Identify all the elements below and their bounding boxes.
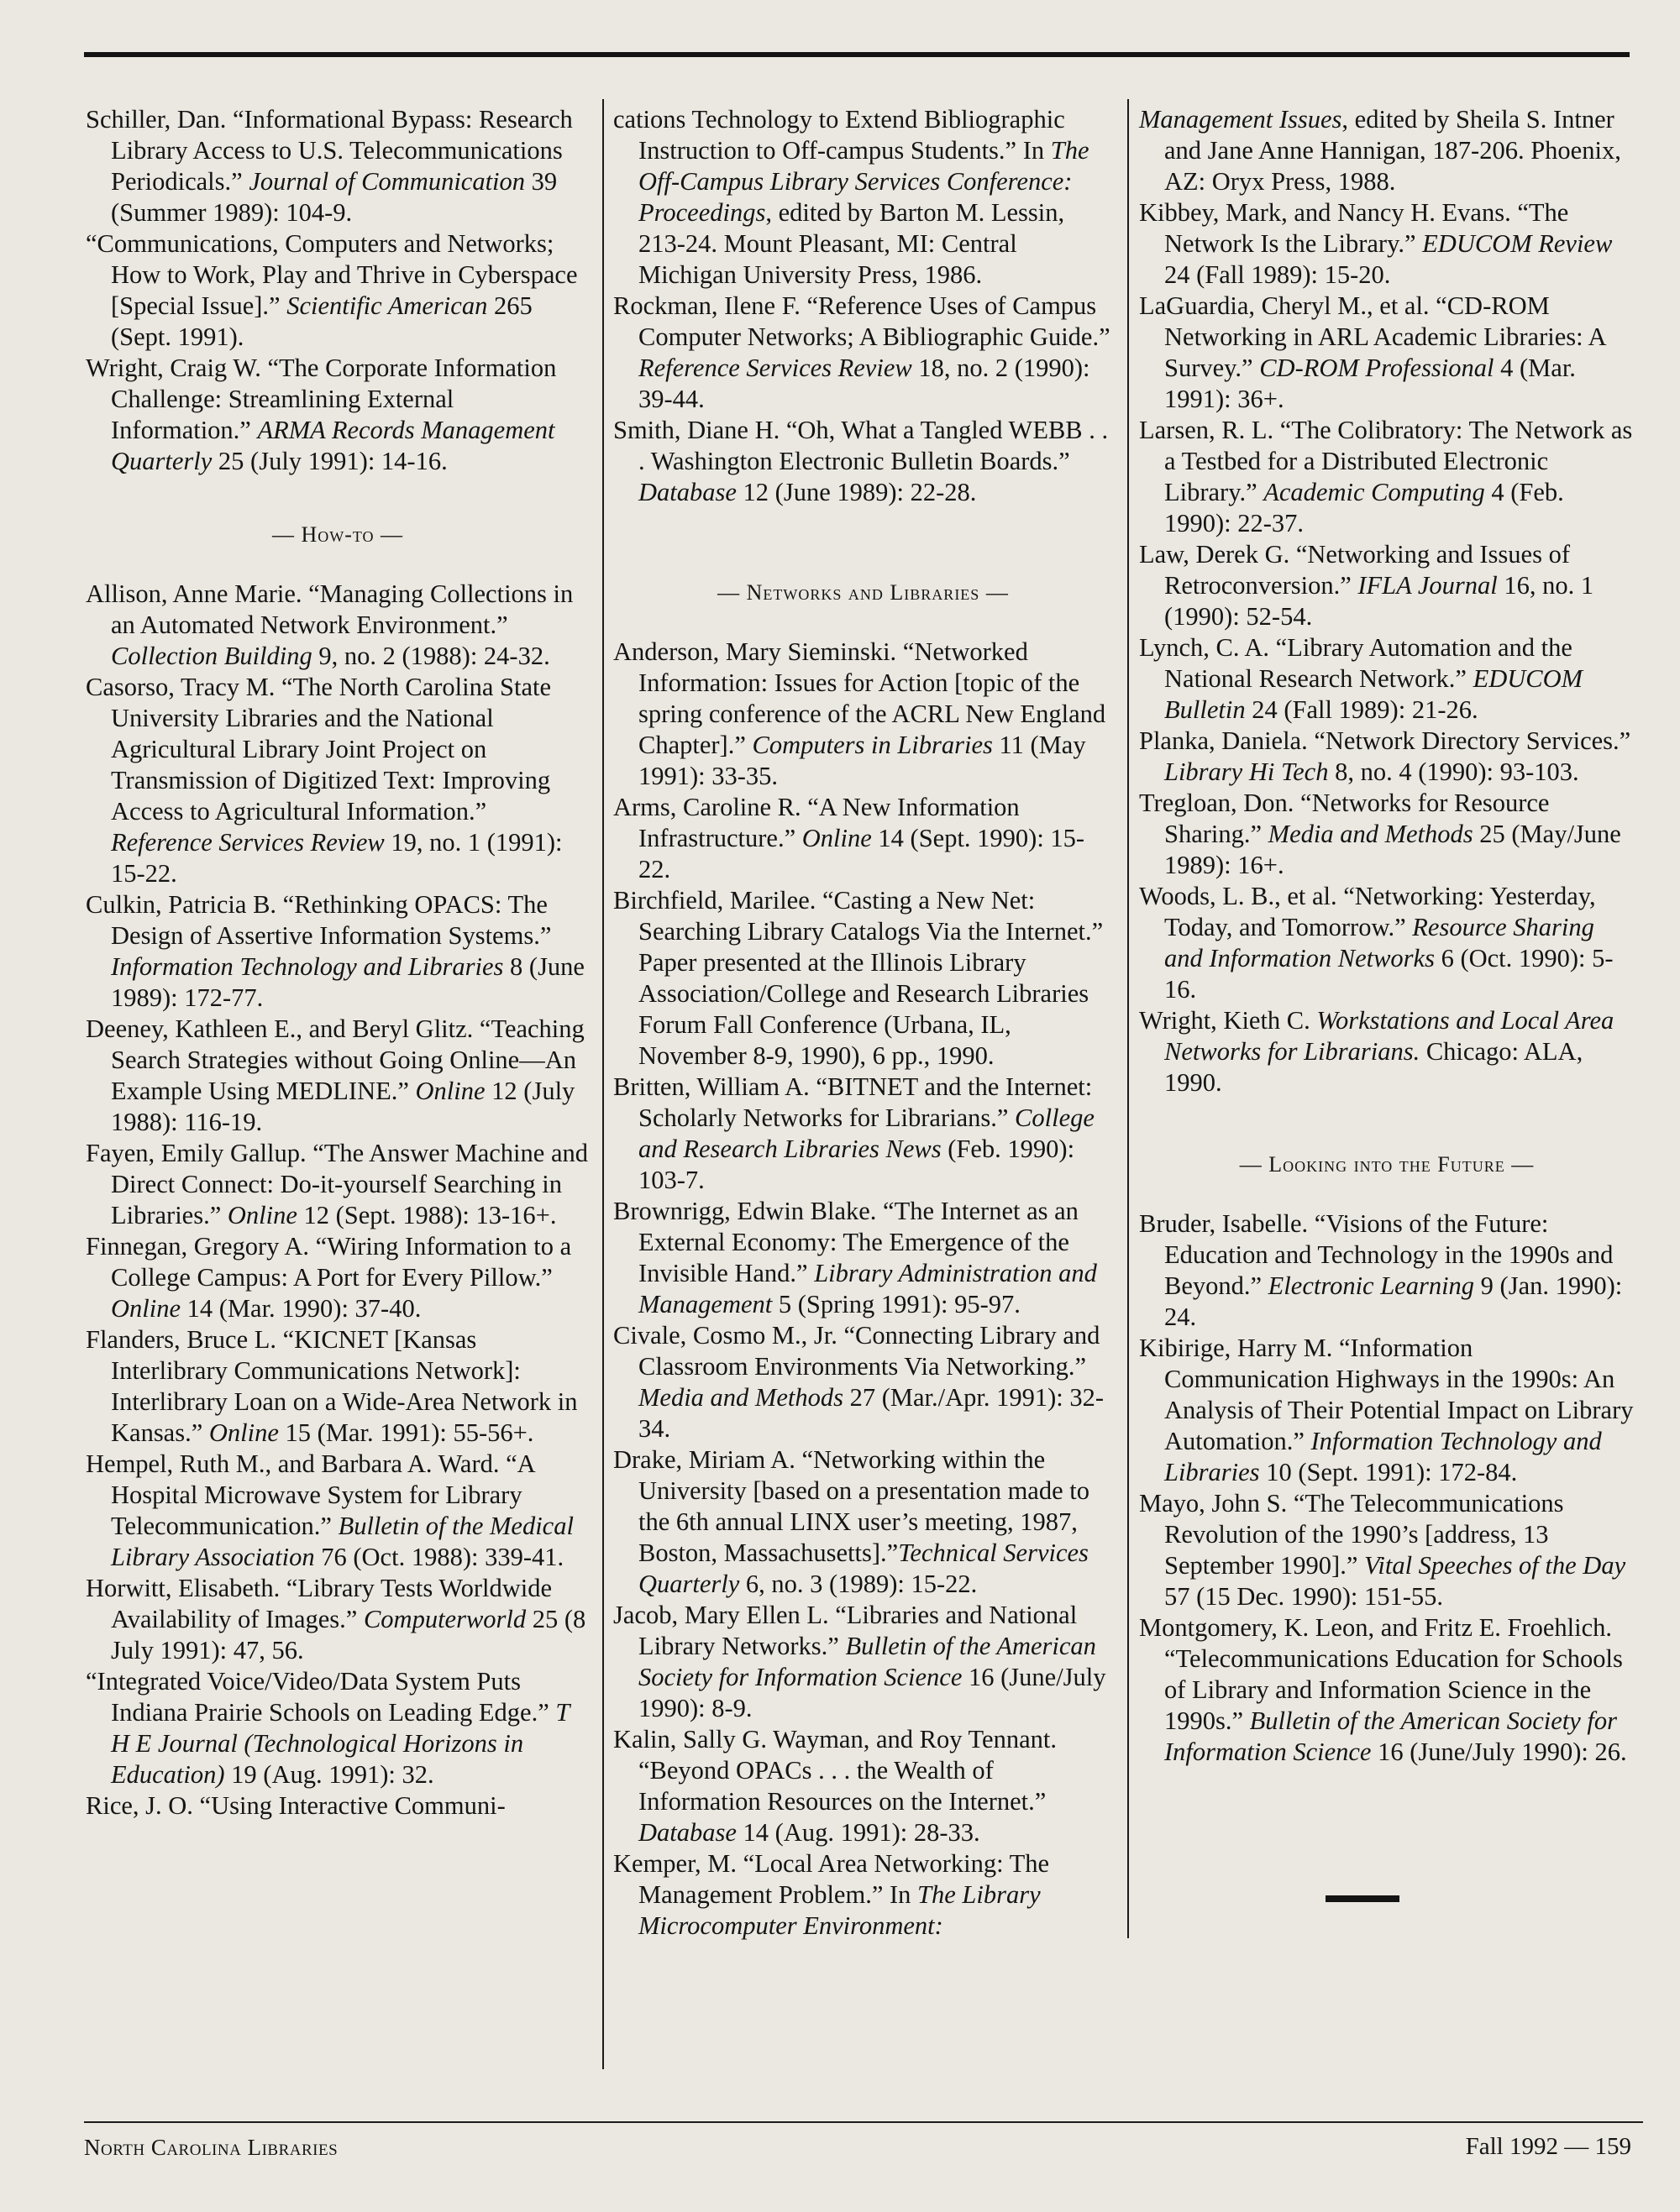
citation-text: 14 (Aug. 1991): 28-33. (736, 1818, 980, 1847)
citation-source-title: Database (638, 478, 737, 506)
citation-source-title: Computerworld (363, 1605, 527, 1633)
citation-text: 5 (Spring 1991): 95-97. (772, 1290, 1021, 1318)
bibliography-entry (613, 1600, 1113, 1724)
bibliography-entry (1139, 539, 1635, 632)
citation-source-title: Online (227, 1201, 297, 1229)
citation-text: Birchfield, Marilee. “Casting a New Net: Searching Library Catalogs Via the Internet.” Paper presented at the Illinois Library Association/College and Research Libraries Forum Fall Conference (Urbana, IL, November 8-9, 1990), 6 pp., 1990. (613, 886, 1104, 1070)
citation-text: (Feb. 1990): 103-7. (638, 1135, 1075, 1194)
column-divider (602, 99, 604, 2069)
citation-text: 19 (Aug. 1991): 32. (224, 1760, 434, 1789)
citation-text: Finnegan, Gregory A. “Wiring Information to a College Campus: A Port for Every Pillow.” (86, 1232, 572, 1292)
citation-text: 39 (Summer 1989): 104-9. (111, 167, 558, 227)
bibliography-entry (1139, 1005, 1635, 1098)
bibliography-entry (86, 353, 590, 477)
bibliography-entry (86, 1324, 590, 1449)
citation-text: 16 (June/July 1990): 26. (1371, 1738, 1627, 1766)
citation-text: Woods, L. B., et al. “Networking: Yesterday, Today, and Tomorrow.” (1139, 882, 1596, 941)
citation-source-title: ARMA Records Management Quarterly (111, 416, 555, 475)
citation-source-title: Technical Services Quarterly (638, 1538, 1089, 1598)
citation-text: Anderson, Mary Sieminski. “Networked Information: Issues for Action [topic of the spring conference of the ACRL New England Chapter].” (613, 637, 1106, 759)
bibliography-entry (613, 637, 1113, 792)
citation-source-title: Collection Building (111, 642, 312, 670)
citation-text: 10 (Sept. 1991): 172-84. (1259, 1458, 1518, 1486)
citation-text: “Communications, Computers and Networks; How to Work, Play and Thrive in Cyberspace [Special Issue].” (86, 229, 578, 320)
bibliography-entry (613, 792, 1113, 885)
citation-source-title: Electronic Learning (1268, 1271, 1475, 1300)
citation-source-title: Scientific American (286, 291, 488, 320)
bibliography-entry (86, 1014, 590, 1138)
citation-text: 8, no. 4 (1990): 93-103. (1328, 757, 1579, 786)
citation-text: Drake, Miriam A. “Networking within the University [based on a presentation made to the 6th annual LINX user’s meeting, 1987, Boston, Massachusetts].” (613, 1445, 1089, 1567)
citation-text: Flanders, Bruce L. “KICNET [Kansas Interlibrary Communications Network]: Interlibrary Loan on a Wide-Area Network in Kansas.” (86, 1325, 578, 1447)
citation-text: 14 (Sept. 1990): 15-22. (638, 824, 1085, 883)
bibliography-entry (1139, 197, 1635, 291)
bibliography-entry (1139, 1612, 1635, 1768)
citation-source-title: Bulletin of the American Society for Information Science (638, 1632, 1096, 1691)
citation-text: Fayen, Emily Gallup. “The Answer Machine and Direct Connect: Do-it-yourself Searching in Libraries.” (86, 1139, 588, 1229)
citation-text: Allison, Anne Marie. “Managing Collections in an Automated Network Environment.” (86, 579, 574, 639)
citation-text: Horwitt, Elisabeth. “Library Tests Worldwide Availability of Images.” (86, 1574, 553, 1633)
section-heading-networks-and-libraries: — Networks and Libraries — (717, 580, 1009, 605)
citation-text: 25 (May/June 1989): 16+. (1164, 820, 1621, 879)
bibliography-entry (613, 885, 1113, 1072)
bibliography-entry (1139, 726, 1635, 788)
bibliography-entry (613, 1072, 1113, 1196)
end-of-article-mark (1326, 1895, 1399, 1902)
citation-source-title: IFLA Journal (1357, 571, 1498, 600)
column-1 (86, 104, 590, 1821)
citation-text: Deeney, Kathleen E., and Beryl Glitz. “Teaching Search Strategies without Going Online—An Example Using MEDLINE.” (86, 1014, 585, 1105)
bibliography-list (613, 104, 1113, 508)
citation-source-title: The Library Microcomputer Environment: (638, 1880, 1041, 1940)
citation-text: Mayo, John S. “The Telecommunications Revolution of the 1990’s [address, 13 September 1990].” (1139, 1489, 1564, 1580)
citation-text: cations Technology to Extend Bibliographic Instruction to Off-campus Students.” In (613, 105, 1065, 165)
citation-source-title: Media and Methods (638, 1383, 843, 1412)
bibliography-entry (613, 1848, 1113, 1942)
bibliography-entry (86, 889, 590, 1014)
citation-text: 14 (Mar. 1990): 37-40. (181, 1294, 422, 1323)
citation-text: 4 (Mar. 1991): 36+. (1164, 354, 1576, 413)
citation-source-title: Media and Methods (1268, 820, 1473, 848)
citation-text: Culkin, Patricia B. “Rethinking OPACS: The Design of Assertive Information Systems.” (86, 890, 552, 950)
citation-text: 27 (Mar./Apr. 1991): 32-34. (638, 1383, 1105, 1443)
column-divider (1127, 99, 1129, 1938)
citation-source-title: T H E Journal (Technological Horizons in Education) (111, 1698, 570, 1789)
citation-source-title: Bulletin of the American Society for Information Science (1164, 1706, 1618, 1766)
bibliography-list (1139, 104, 1635, 1098)
citation-text: 6 (Oct. 1990): 5-16. (1164, 944, 1614, 1004)
citation-text: Bruder, Isabelle. “Visions of the Future: Education and Technology in the 1990s and Beyond.” (1139, 1209, 1614, 1300)
bibliography-entry (613, 415, 1113, 508)
citation-text: 24 (Fall 1989): 15-20. (1164, 260, 1391, 289)
bibliography-entry (1139, 1333, 1635, 1488)
citation-text: LaGuardia, Cheryl M., et al. “CD-ROM Networking in ARL Academic Libraries: A Survey.” (1139, 291, 1605, 382)
bottom-rule (84, 2121, 1643, 2123)
citation-text: Civale, Cosmo M., Jr. “Connecting Library and Classroom Environments Via Networking.” (613, 1321, 1100, 1381)
citation-text: Tregloan, Don. “Networks for Resource Sharing.” (1139, 789, 1550, 848)
citation-text: Planka, Daniela. “Network Directory Services.” (1139, 726, 1631, 755)
bibliography-list (1139, 1208, 1635, 1768)
column-3 (1139, 104, 1635, 1902)
citation-text: 19, no. 1 (1991): 15-22. (111, 828, 563, 888)
bibliography-entry (86, 1790, 590, 1821)
citation-source-title: Library Hi Tech (1164, 757, 1329, 786)
bibliography-entry (86, 1666, 590, 1790)
citation-source-title: CD-ROM Professional (1259, 354, 1494, 382)
bibliography-entry (613, 104, 1113, 291)
bibliography-entry (86, 1573, 590, 1666)
citation-source-title: Online (415, 1077, 486, 1105)
citation-text: Montgomery, K. Leon, and Fritz E. Froehlich. “Telecommunications Education for Schools of Library and Information Science in the 1990s.” (1139, 1613, 1623, 1735)
citation-source-title: Journal of Communication (249, 167, 526, 196)
citation-text: Larsen, R. L. “The Colibratory: The Network as a Testbed for a Distributed Electronic Library.” (1139, 416, 1633, 506)
citation-text: 9 (Jan. 1990): 24. (1164, 1271, 1623, 1331)
citation-source-title: Workstations and Local Area Networks for Librarians. (1164, 1006, 1614, 1066)
footer-publication-name: North Carolina Libraries (84, 2135, 339, 2160)
citation-text: 12 (June 1989): 22-28. (736, 478, 977, 506)
citation-text: Kibbey, Mark, and Nancy H. Evans. “The Network Is the Library.” (1139, 198, 1569, 258)
citation-source-title: Management Issues (1139, 105, 1342, 134)
bibliography-entry (613, 1724, 1113, 1848)
citation-text: 18, no. 2 (1990): 39-44. (638, 354, 1090, 413)
bibliography-entry (1139, 881, 1635, 1005)
section-heading-how-to: — How-to — (271, 522, 404, 547)
citation-source-title: Online (208, 1418, 279, 1447)
bibliography-entry (1139, 632, 1635, 726)
bibliography-list (86, 104, 590, 477)
citation-source-title: Computers in Libraries (752, 731, 993, 759)
citation-text: Smith, Diane H. “Oh, What a Tangled WEBB . . . Washington Electronic Bulletin Boards.” (613, 416, 1109, 475)
citation-source-title: EDUCOM Review (1422, 229, 1613, 258)
citation-text: 265 (Sept. 1991). (111, 291, 533, 351)
bibliography-entry (86, 579, 590, 672)
citation-source-title: Information Technology and Libraries (1164, 1427, 1602, 1486)
citation-text: Arms, Caroline R. “A New Information Infrastructure.” (613, 793, 1020, 852)
bibliography-entry (1139, 104, 1635, 197)
bibliography-entry (86, 1231, 590, 1324)
bibliography-entry (1139, 415, 1635, 539)
citation-text: Britten, William A. “BITNET and the Internet: Scholarly Networks for Librarians.” (613, 1072, 1093, 1132)
bibliography-entry (86, 104, 590, 228)
citation-text: Kemper, M. “Local Area Networking: The Management Problem.” In (613, 1849, 1050, 1909)
citation-text: , edited by Barton M. Lessin, 213-24. Mount Pleasant, MI: Central Michigan University Press, 1986. (638, 198, 1065, 289)
bibliography-entry (613, 291, 1113, 415)
citation-text: “Integrated Voice/Video/Data System Puts Indiana Prairie Schools on Leading Edge.” (86, 1667, 556, 1727)
citation-text: Schiller, Dan. “Informational Bypass: Research Library Access to U.S. Telecommunications Periodicals.” (86, 105, 573, 196)
citation-text: Casorso, Tracy M. “The North Carolina State University Libraries and the National Agricultural Library Joint Project on Transmission of Digitized Text: Improving Access to Agricultural Information.” (86, 673, 552, 826)
citation-source-title: Bulletin of the Medical Library Association (111, 1512, 574, 1571)
bibliography-list (86, 579, 590, 1821)
citation-text: Law, Derek G. “Networking and Issues of Retroconversion.” (1139, 540, 1570, 600)
citation-text: 16 (June/July 1990): 8-9. (638, 1663, 1106, 1722)
citation-source-title: Vital Speeches of the Day (1364, 1551, 1626, 1580)
citation-text: , edited by Sheila S. Intner and Jane Anne Hannigan, 187-206. Phoenix, AZ: Oryx Press, 1988. (1164, 105, 1621, 196)
top-rule (84, 52, 1630, 57)
citation-source-title: Academic Computing (1263, 478, 1485, 506)
citation-source-title: Library Administration and Management (638, 1259, 1097, 1318)
citation-text: 12 (Sept. 1988): 13-16+. (297, 1201, 557, 1229)
citation-text: Kibirige, Harry M. “Information Communication Highways in the 1990s: An Analysis of Their Potential Impact on Library Automation.” (1139, 1334, 1634, 1455)
citation-text: Wright, Kieth C. (1139, 1006, 1317, 1035)
bibliography-entry (613, 1320, 1113, 1444)
citation-text: 6, no. 3 (1989): 15-22. (739, 1570, 978, 1598)
citation-source-title: College and Research Libraries News (638, 1103, 1095, 1163)
bibliography-entry (86, 1138, 590, 1231)
citation-source-title: Resource Sharing and Information Networks (1164, 913, 1594, 972)
bibliography-entry (613, 1196, 1113, 1320)
citation-text: 24 (Fall 1989): 21-26. (1245, 695, 1478, 724)
citation-source-title: Reference Services Review (638, 354, 912, 382)
citation-text: Rockman, Ilene F. “Reference Uses of Campus Computer Networks; A Bibliographic Guide.” (613, 291, 1110, 351)
citation-text: 12 (July 1988): 116-19. (111, 1077, 575, 1136)
citation-text: 9, no. 2 (1988): 24-32. (312, 642, 550, 670)
citation-text: Wright, Craig W. “The Corporate Information Challenge: Streamlining External Information.” (86, 354, 557, 444)
citation-text: 25 (8 July 1991): 47, 56. (111, 1605, 586, 1664)
citation-source-title: Reference Services Review (111, 828, 385, 857)
citation-text: Jacob, Mary Ellen L. “Libraries and National Library Networks.” (613, 1601, 1078, 1660)
citation-text: 15 (Mar. 1991): 55-56+. (278, 1418, 534, 1447)
citation-text: Chicago: ALA, 1990. (1164, 1037, 1583, 1097)
citation-text: Lynch, C. A. “Library Automation and the National Research Network.” (1139, 633, 1572, 693)
bibliography-entry (1139, 1488, 1635, 1612)
citation-text: 8 (June 1989): 172-77. (111, 952, 585, 1012)
column-2 (613, 104, 1113, 1942)
citation-text: 76 (Oct. 1988): 339-41. (314, 1543, 564, 1571)
citation-source-title: Online (801, 824, 872, 852)
citation-text: 25 (July 1991): 14-16. (212, 447, 448, 475)
section-heading-looking-into-the-future: — Looking into the Future — (1239, 1152, 1535, 1177)
bibliography-entry (86, 1449, 590, 1573)
bibliography-entry (1139, 788, 1635, 881)
bibliography-entry (1139, 291, 1635, 415)
citation-source-title: EDUCOM Bulletin (1164, 664, 1583, 724)
bibliography-entry (613, 1444, 1113, 1600)
footer-issue-and-page: Fall 1992 — 159 (1465, 2133, 1631, 2160)
citation-source-title: Online (111, 1294, 181, 1323)
citation-text: Hempel, Ruth M., and Barbara A. Ward. “A Hospital Microwave System for Library Telecommunication.” (86, 1449, 535, 1540)
citation-text: Rice, J. O. “Using Interactive Communi- (86, 1791, 506, 1820)
citation-source-title: The Off-Campus Library Services Conference: Proceedings (638, 136, 1089, 227)
citation-text: 16, no. 1 (1990): 52-54. (1164, 571, 1594, 631)
citation-text: 11 (May 1991): 33-35. (638, 731, 1086, 790)
bibliography-list (613, 637, 1113, 1942)
citation-text: 4 (Feb. 1990): 22-37. (1164, 478, 1564, 537)
bibliography-entry (86, 672, 590, 889)
citation-text: 57 (15 Dec. 1990): 151-55. (1164, 1582, 1444, 1611)
bibliography-entry (86, 228, 590, 353)
citation-text: Brownrigg, Edwin Blake. “The Internet as an External Economy: The Emergence of the Invisible Hand.” (613, 1197, 1079, 1287)
bibliography-entry (1139, 1208, 1635, 1333)
citation-source-title: Database (638, 1818, 737, 1847)
citation-text: Kalin, Sally G. Wayman, and Roy Tennant. “Beyond OPACs . . . the Wealth of Information Resources on the Internet.” (613, 1725, 1057, 1816)
citation-source-title: Information Technology and Libraries (111, 952, 504, 981)
